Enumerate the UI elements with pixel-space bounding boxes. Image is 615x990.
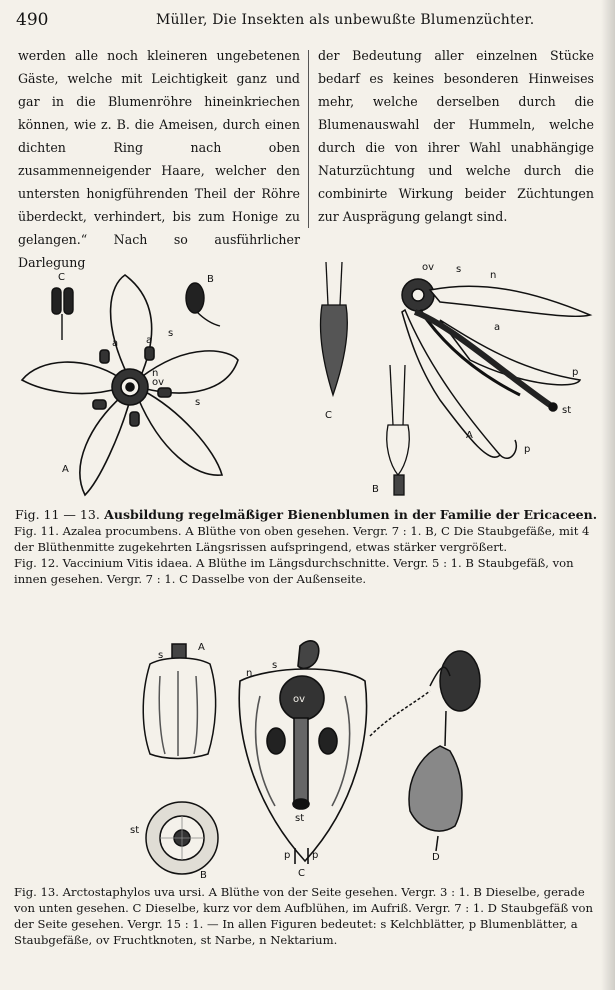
arctostaphylos-flower-bottom (146, 802, 218, 874)
label-d-13: D (432, 852, 440, 863)
label-s-1: s (168, 328, 174, 339)
label-a-2: a (146, 335, 153, 346)
label-s-13a: s (158, 650, 164, 661)
label-p-1: p (572, 367, 579, 378)
label-c-13: C (298, 868, 305, 879)
running-title: Müller, Die Insekten als unbewußte Blumenzüchter. (156, 12, 535, 28)
label-p-2: p (524, 444, 531, 455)
arctostaphylos-stamen (370, 651, 480, 851)
label-n-vaccinium: n (490, 270, 497, 281)
azalea-stamen-b (186, 283, 220, 326)
label-b-13: B (200, 870, 207, 881)
figure-13 (0, 636, 615, 881)
label-s-13c: s (272, 660, 278, 671)
caption-fig-11-13 (14, 506, 598, 587)
text-column-left (18, 44, 300, 274)
column-divider (308, 50, 309, 228)
label-s-2: s (195, 397, 201, 408)
figure-11-12-drawing (0, 250, 615, 505)
label-s-vaccinium: s (456, 264, 462, 275)
label-a-vaccinium: a (494, 322, 501, 333)
label-c-vaccinium: C (325, 410, 332, 421)
page-header (16, 8, 606, 34)
vaccinium-flower-section (402, 279, 590, 458)
page-number: 490 (16, 10, 49, 30)
label-n-13c: n (246, 668, 253, 679)
figure-13-drawing (0, 636, 615, 881)
label-b-azalea: B (207, 274, 214, 285)
label-a-13: A (198, 642, 205, 653)
label-ov-13c: ov (293, 694, 306, 705)
caption-fig-13 (14, 884, 598, 948)
figure-group-label: Fig. 11 — 13. (14, 507, 100, 522)
figure-11-12 (0, 250, 615, 505)
left-column-text: werden alle noch kleineren ungebetenen Gäste, welche mit Leichtigkeit ganz und gar in die Blumenröhre hineinkriechen können, wie z. B. die Ameisen, durch einen dichten Ring nach oben zusammenneigender Haare, welcher den untersten honigführenden Theil der Röhre überdeckt, verhindert, bis zum Honige zu gelangen.“ Nach so ausführlicher Darlegung (18, 48, 300, 270)
label-c-azalea: C (58, 272, 65, 283)
vaccinium-stamen-b (387, 365, 410, 495)
label-a-azalea-flower: A (62, 464, 69, 475)
label-n-azalea: n (152, 368, 159, 379)
caption-fig-11: Fig. 11. Azalea procumbens. A Blüthe von oben gesehen. Vergr. 7 : 1. B, C Die Staubgefäße, mit 4 der Blüthenmitte zugekehrten Längsrissen aufspringend, etwas stärker vergrößert. (14, 524, 590, 554)
label-b-vaccinium: B (372, 484, 379, 495)
arctostaphylos-flower-section (239, 641, 366, 864)
label-a-1: a (112, 338, 119, 349)
label-st-13b: st (130, 825, 140, 836)
caption-fig-12: Fig. 12. Vaccinium Vitis idaea. A Blüthe im Längsdurchschnitte. Vergr. 5 : 1. B Staubgefäß, von innen gesehen. Vergr. 7 : 1. C Dasselbe von der Außenseite. (14, 556, 574, 586)
figure-group-title-text: Ausbildung regelmäßiger Bienenblumen in der Familie der Ericaceen. (104, 507, 598, 522)
azalea-stamen-c (52, 288, 73, 340)
label-a-vaccinium-flower: A (466, 430, 473, 441)
figure-group-title (14, 506, 598, 523)
vaccinium-stamen-c (320, 262, 347, 395)
arctostaphylos-flower-side (143, 644, 215, 759)
right-column-text: der Bedeutung aller einzelnen Stücke bedarf es keines besonderen Hinweises mehr, welche derselben durch die Blumenauswahl der Hummeln, welche durch die von ihrer Wahl unabhängige Naturzüchtung und welche durch die combinirte Wirkung beider Züchtungen zur Ausprägung gelangt sind. (318, 48, 594, 224)
label-st-13c: st (295, 813, 305, 824)
label-st-vaccinium: st (562, 405, 572, 416)
label-p-13c-1: p (284, 850, 291, 861)
label-p-13c-2: p (312, 850, 319, 861)
label-ov-vaccinium: ov (422, 262, 435, 273)
page-edge-shadow (601, 0, 615, 990)
caption-fig-13-text: Fig. 13. Arctostaphylos uva ursi. A Blüthe von der Seite gesehen. Vergr. 3 : 1. B Dieselbe, gerade von unten gesehen. C Dieselbe, kurz vor dem Aufblühen, im Aufriß. Vergr. 7 : 1. D Staubgefäß von der Seite gesehen. Vergr. 15 : 1. — In allen Figuren bedeutet: s Kelchblätter, p Blumenblätter, a Staubgefäße, ov Fruchtknoten, st Narbe, n Nektarium. (14, 885, 593, 947)
text-column-right (318, 44, 594, 228)
label-ov-azalea: ov (152, 377, 165, 388)
